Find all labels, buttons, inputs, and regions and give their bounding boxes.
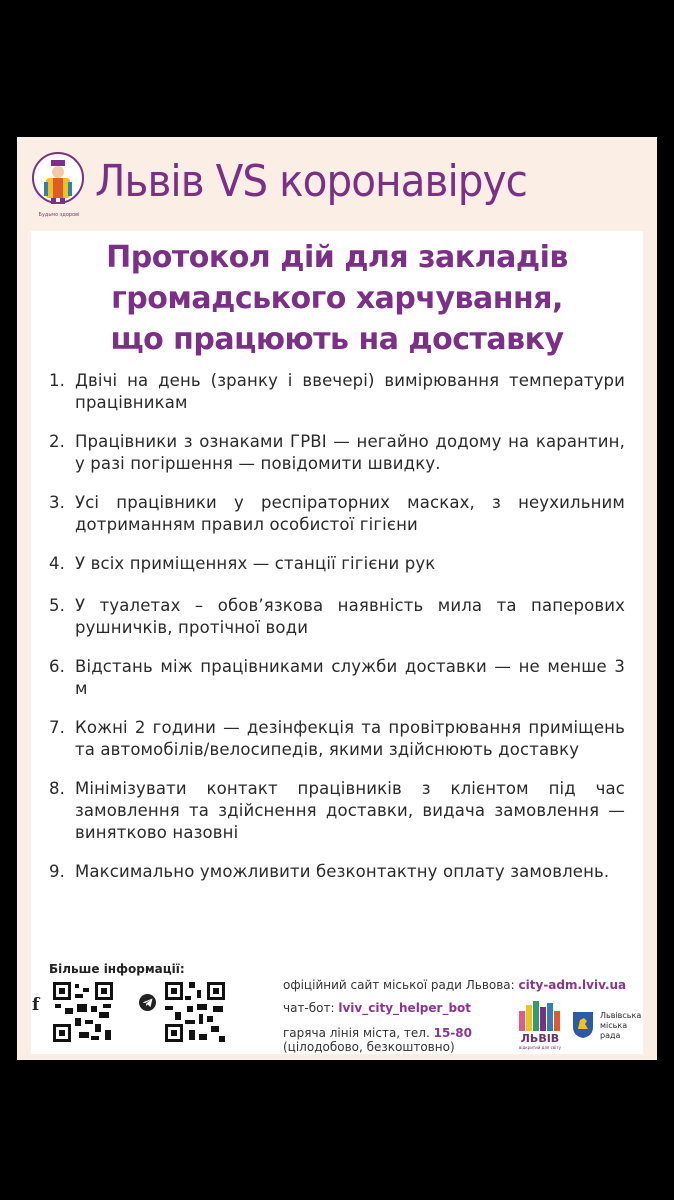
list-item xyxy=(49,717,625,761)
lviv-logo-tagline: відкритий для світу xyxy=(519,1045,561,1050)
lviv-doctor-logo-icon xyxy=(31,151,85,213)
logo-caption: Будьмо здорові xyxy=(38,212,80,218)
item-number: 1. xyxy=(49,371,66,390)
site-label: офіційний сайт міської ради Львова: xyxy=(283,978,519,992)
city-council-label xyxy=(600,1011,641,1041)
item-text: У туалетах – обов’язкова наявність мила та паперових рушничків, протічної води xyxy=(75,596,625,637)
item-text: Кожні 2 години — дезінфекція та провітрювання приміщень та автомобілів/велосипедів, якими здійснюють доставку xyxy=(75,718,625,759)
list-item xyxy=(49,861,625,883)
rules-list xyxy=(49,370,625,900)
council-line-2: міська xyxy=(600,1021,628,1030)
item-text: У всіх приміщеннях — станції гігієни рук xyxy=(75,554,436,573)
chat-bot-line xyxy=(283,1001,471,1015)
item-number: 3. xyxy=(49,493,66,512)
subtitle-line-3: що працюють на доставку xyxy=(110,322,564,357)
telegram-icon[interactable] xyxy=(139,994,156,1011)
item-number: 8. xyxy=(49,779,66,798)
poster xyxy=(17,137,657,1060)
facebook-icon[interactable]: f xyxy=(32,995,40,1015)
item-number: 2. xyxy=(49,432,66,451)
item-text: Максимально уможливити безконтактну оплату замовлень. xyxy=(75,862,610,881)
item-text: Працівники з ознаками ГРВІ — негайно додому на карантин, у разі погіршення — повідомити швидку. xyxy=(75,432,625,473)
list-item xyxy=(49,492,625,536)
list-item xyxy=(49,595,625,639)
hotline-note: (цілодобово, безкоштовно) xyxy=(283,1040,455,1054)
lviv-logo-word: ЛЬВІВ xyxy=(520,1032,560,1045)
bot-label: чат-бот: xyxy=(283,1001,339,1015)
item-text: Мінімізувати контакт працівників з клієнтом під час замовлення та здійснення доставки, видача замовлення — винятково назовні xyxy=(75,779,625,842)
item-text: Усі працівники у респіраторних масках, з неухильним дотриманням правил особистої гігієни xyxy=(75,493,625,534)
facebook-qr-code[interactable] xyxy=(51,980,115,1044)
telegram-qr-code[interactable] xyxy=(163,980,227,1044)
list-item xyxy=(49,778,625,844)
site-link[interactable]: city-adm.lviv.ua xyxy=(518,978,627,992)
list-item xyxy=(49,553,625,575)
list-item xyxy=(49,656,625,700)
bot-link[interactable]: lviv_city_helper_bot xyxy=(338,1001,472,1015)
list-item xyxy=(49,431,625,475)
item-number: 6. xyxy=(49,657,66,676)
content-card xyxy=(31,231,643,1054)
more-info-label: Більше інформації: xyxy=(49,962,185,976)
item-text: Двічі на день (зранку і ввечері) вимірювання температури працівникам xyxy=(75,371,625,412)
item-number: 5. xyxy=(49,596,66,615)
list-item xyxy=(49,370,625,414)
item-number: 4. xyxy=(49,554,66,573)
official-site-line xyxy=(283,978,626,992)
hotline-number: 15-80 xyxy=(433,1026,472,1040)
hotline-line xyxy=(283,1026,472,1040)
lviv-crest-icon xyxy=(572,1011,594,1039)
protocol-subtitle xyxy=(31,237,643,360)
item-text: Відстань між працівниками служби доставки — не менше 3 м xyxy=(75,657,625,698)
subtitle-line-2: громадського харчування, xyxy=(111,281,563,316)
item-number: 9. xyxy=(49,862,66,881)
council-line-1: Львівська xyxy=(600,1011,642,1020)
subtitle-line-1: Протокол дій для закладів xyxy=(106,240,568,275)
item-number: 7. xyxy=(49,718,66,737)
page-title: Львів VS коронавірус xyxy=(95,156,527,207)
hotline-label: гаряча лінія міста, тел. xyxy=(283,1026,434,1040)
council-line-3: рада xyxy=(600,1031,621,1040)
